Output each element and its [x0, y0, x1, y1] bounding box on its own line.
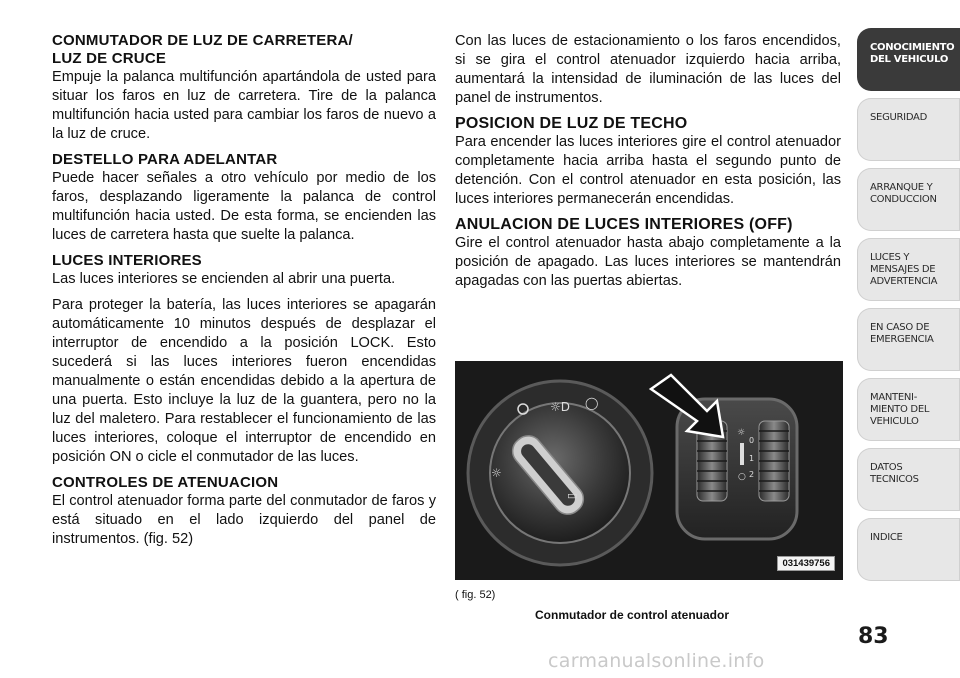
tab-label-line: ADVERTENCIA — [870, 276, 938, 287]
tab-seguridad[interactable] — [857, 98, 960, 161]
figure-photo — [455, 361, 843, 580]
heading-interior-lights: LUCES INTERIORES — [52, 252, 202, 269]
heading-dimmer-controls: CONTROLES DE ATENUACION — [52, 474, 279, 491]
tab-label-line: EMERGENCIA — [870, 334, 934, 345]
svg-text:▭: ▭ — [567, 489, 578, 502]
paragraph-dimmer-brightness: Con las luces de estacionamiento o los faros encendidos, si se gira el control atenuador izquierdo hacia arriba, aumentará la intensidad de iluminación de las luces del panel de instrumentos. — [455, 33, 841, 106]
figure-reference: ( fig. 52) — [455, 589, 496, 601]
paragraph-dimmer-controls: El control atenuador forma parte del conmutador de faros y está situado en el lado izquierdo del panel de instrumentos. (fig. 52) — [52, 493, 436, 547]
svg-text:2: 2 — [749, 470, 755, 479]
svg-text:☼: ☼ — [491, 466, 502, 480]
paragraph-interior-off: Gire el control atenuador hasta abajo completamente a la posición de apagado. Las luces interiores se mantendrán apagadas con las puertas abiertas. — [455, 235, 841, 289]
tab-arranque[interactable] — [857, 168, 960, 231]
figure-code-label: 031439756 — [777, 556, 835, 571]
left-column — [52, 32, 436, 556]
paragraph-high-low-beam: Empuje la palanca multifunción apartándola de usted para situar los faros en luz de carretera. Tire de la palanca multifunción hacia usted para cambiar los faros de nuevo a la luz de cruce. — [52, 69, 436, 142]
tab-label-line: TECNICOS — [870, 474, 919, 485]
page-number: 83 — [858, 624, 889, 649]
figure-caption: Conmutador de control atenuador — [535, 608, 730, 622]
tab-label-line: CONOCIMIENTO — [870, 42, 955, 53]
heading-dome-light: POSICION DE LUZ DE TECHO — [455, 115, 688, 132]
paragraph-interior-lights: Las luces interiores se encienden al abrir una puerta. — [52, 271, 396, 287]
tab-label-line: VEHICULO — [870, 416, 919, 427]
tab-label-line: EN CASO DE — [870, 322, 930, 333]
tab-label-line: CONDUCCION — [870, 194, 937, 205]
svg-text:☼D: ☼D — [550, 400, 570, 414]
heading-flash-to-pass: DESTELLO PARA ADELANTAR — [52, 151, 278, 168]
tab-label-line: MENSAJES DE — [870, 264, 936, 275]
tab-label-line: DATOS — [870, 462, 903, 473]
tab-indice[interactable] — [857, 518, 960, 581]
heading-high-low-beam-cont: LUZ DE CRUCE — [52, 50, 167, 67]
watermark: carmanualsonline.info — [548, 650, 765, 672]
svg-text:◯: ◯ — [585, 396, 599, 410]
paragraph-flash-to-pass: Puede hacer señales a otro vehículo por medio de los faros, desplazando ligeramente la palanca de control multifunción hacia usted. De esta forma, se encienden las luces de carretera hasta que suelte la palanca. — [52, 170, 436, 243]
tab-label-line: DEL VEHICULO — [870, 54, 949, 65]
headlamp-switch-illustration — [455, 361, 843, 580]
tab-datos[interactable] — [857, 448, 960, 511]
heading-interior-off: ANULACION DE LUCES INTERIORES (OFF) — [455, 216, 793, 233]
heading-high-low-beam: CONMUTADOR DE LUZ DE CARRETERA/ — [52, 32, 353, 49]
tab-label-line: INDICE — [870, 532, 903, 543]
tab-label-line: SEGURIDAD — [870, 112, 927, 123]
paragraph-battery-saver: Para proteger la batería, las luces interiores se apagarán automáticamente 10 minutos después de desplazar el interruptor de encendido a la posición LOCK. Esto sucederá si las luces interiores fueron encendidas manualmente o están encendidas debido a la apertura de una puerta. Esto incluye la luz de la guantera, pero no la luz del maletero. Para restablecer el funcionamiento de las luces interiores, coloque el interruptor de encendido en posición ON o cicle el conmutador de las luces. — [52, 297, 436, 465]
tab-label-line: MIENTO DEL — [870, 404, 930, 415]
svg-text:☼: ☼ — [737, 428, 746, 438]
tab-label-line: LUCES Y — [870, 252, 910, 263]
tab-luces[interactable] — [857, 238, 960, 301]
tab-emergencia[interactable] — [857, 308, 960, 371]
tab-label-line: ARRANQUE Y — [870, 182, 933, 193]
tab-label-line: MANTENI- — [870, 392, 918, 403]
svg-text:○: ○ — [738, 472, 746, 482]
svg-text:1: 1 — [749, 454, 755, 463]
paragraph-dome-light: Para encender las luces interiores gire el control atenuador completamente hacia arriba hasta el segundo punto de detención. Con el control atenuador en esta posición, las luces interiores permanecerán encendidas. — [455, 134, 841, 207]
svg-text:0: 0 — [749, 436, 755, 445]
chapter-tabs — [857, 28, 960, 588]
tab-conocimiento[interactable] — [857, 28, 960, 91]
right-column — [455, 32, 841, 298]
tab-mantenimiento[interactable] — [857, 378, 960, 441]
